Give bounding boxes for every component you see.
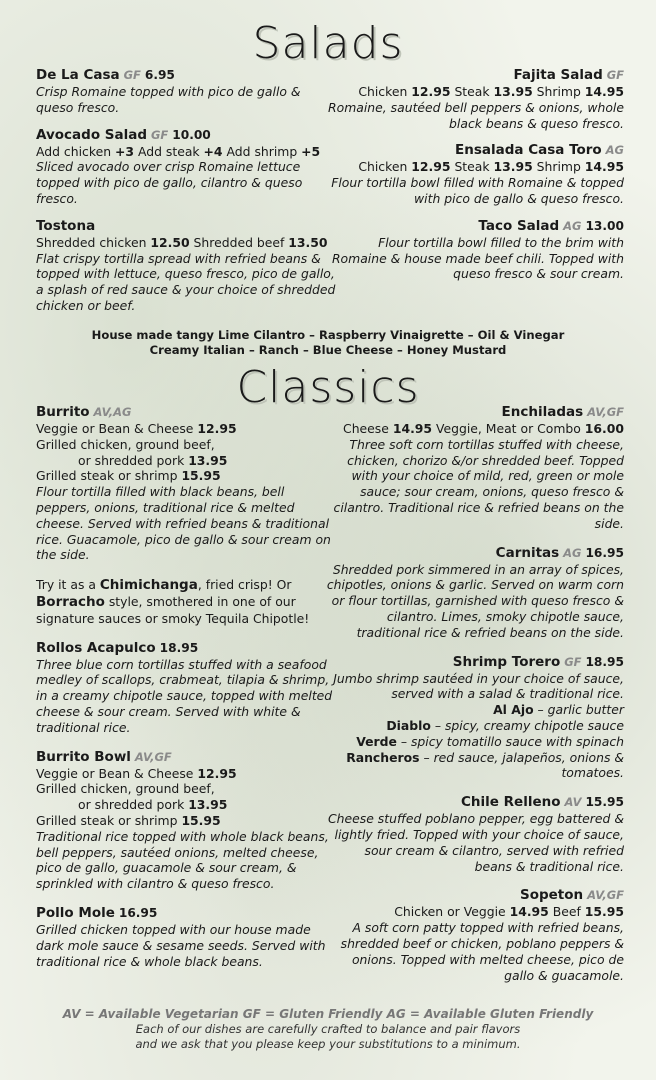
menu-item-avocado-salad: Avocado Salad GF 10.00 Add chicken +3 Add steak +4 Add shrimp +5 Sliced avocado over crisp Romaine lettuce topped with pico de gallo, cilantro & queso fresco.: [36, 126, 336, 207]
options: Chicken 12.95 Steak 13.95 Shrimp 14.95: [358, 84, 624, 99]
menu-item-de-la-casa: De La Casa GF 6.95 Crisp Romaine topped with pico de gallo & queso fresco.: [36, 67, 301, 115]
menu-item-taco-salad: Taco Salad AG 13.00 Flour tortilla bowl filled to the brim with Romaine & house made beef chili. Topped with queso fresco & sour cream.: [331, 217, 624, 282]
classics-title: Classics: [236, 362, 420, 413]
menu-item-chile-relleno: Chile Relleno AV 15.95 Cheese stuffed poblano pepper, egg battered & lightly fried. Topped with your choice of sauce, sour cream & cilantro, served with refried beans & traditional rice.: [328, 794, 624, 874]
menu-item-enchiladas: Enchiladas AV,GF Cheese 14.95 Veggie, Meat or Combo 16.00 Three soft corn tortillas stuffed with cheese, chicken, chorizo &/or shredded beef. Topped with your choice of mild, red, green or mole sauce; sour cream, onions, queso fresco & cilantro. Traditional rice & refried beans on the side.: [333, 404, 624, 531]
dressings: House made tangy Lime Cilantro – Raspberry Vinaigrette – Oil & Vinegar Creamy Italian – Ranch – Blue Cheese – Honey Mustard: [91, 328, 565, 357]
menu-item-sopeton: Sopeton AV,GF Chicken or Veggie 14.95 Beef 15.95 A soft corn patty topped with refried beans, shredded beef or chicken, poblano peppers & onions. Topped with melted cheese, pico de gallo & guacamole.: [340, 887, 624, 983]
classics-left-column: [36, 403, 336, 979]
classics-right-column: [324, 403, 624, 993]
menu-item-burrito-bowl: Burrito Bowl AV,GF Veggie or Bean & Cheese 12.95 Grilled chicken, ground beef, or shredded pork 13.95 Grilled steak or shrimp 15.95 Traditional rice topped with whole black beans, bell peppers, sautéed onions, melted cheese, pico de gallo, guacamole & sour cream, & sprinkled with cilantro & queso fresco.: [36, 748, 329, 892]
salads-right-column: [324, 66, 624, 292]
menu-item-ensalada-casa-toro: Ensalada Casa Toro AG Chicken 12.95 Steak 13.95 Shrimp 14.95 Flour tortilla bowl filled with Romaine & topped with pico de gallo & queso fresco.: [324, 141, 624, 206]
options: Shredded chicken 12.50 Shredded beef 13.50: [36, 234, 328, 250]
options: Chicken 12.95 Steak 13.95 Shrimp 14.95: [358, 159, 624, 175]
footer: AV = Available Vegetarian GF = Gluten Friendly AG = Available Gluten Friendly Each of our dishes are carefully crafted to balance and pair flavors and we ask that you please keep your substitutions to a minimum.: [0, 1007, 656, 1052]
salads-title: Salads: [252, 18, 404, 69]
menu-item-burrito: Burrito AV,AG Veggie or Bean & Cheese 12.95 Grilled chicken, ground beef, or shredded pork 13.95 Grilled steak or shrimp 15.95 Flour tortilla filled with black beans, bell peppers, onions, traditional rice & melted cheese. Served with refried beans & traditional rice. Guacamole, pico de gallo & sour cream on the side.: [36, 404, 331, 563]
menu-item-pollo-mole: Pollo Mole 16.95 Grilled chicken topped with our house made dark mole sauce & sesame seeds. Served with traditional rice & whole black beans.: [36, 904, 326, 969]
salads-left-column: [36, 66, 336, 324]
addons: Add chicken +3 Add steak +4 Add shrimp +5: [36, 143, 321, 159]
chimichanga-note: Try it as a Chimichanga, fried crisp! Or Borracho style, smothered in one of our signature sauces or smoky Tequila Chipotle!: [36, 577, 310, 626]
menu-item-carnitas: Carnitas AG 16.95 Shredded pork simmered in an array of spices, chipotles, onions & garlic. Served on warm corn or flour tortillas, garnished with queso fresco & cilantro. Limes, smoky chipotle sauce, traditional rice & refried beans on the side.: [326, 544, 624, 640]
menu-item-rollos-acapulco: Rollos Acapulco 18.95 Three blue corn tortillas stuffed with a seafood medley of scallops, crabmeat, tilapia & shrimp, in a creamy chipotle sauce, topped with melted cheese & sour cream. Served with white & traditional rice.: [36, 639, 333, 735]
menu-item-tostona: Tostona Shredded chicken 12.50 Shredded beef 13.50 Flat crispy tortilla spread with refried beans & topped with lettuce, queso fresco, pico de gallo, a splash of red sauce & your choice of shredded chicken or beef.: [36, 217, 336, 313]
menu-item-fajita-salad: Fajita Salad GF Chicken 12.95 Steak 13.95 Shrimp 14.95 Romaine, sautéed bell peppers & onions, whole black beans & queso fresco.: [324, 66, 624, 131]
legend: AV = Available Vegetarian GF = Gluten Friendly AG = Available Gluten Friendly: [62, 1007, 594, 1021]
menu-item-shrimp-torero: Shrimp Torero GF 18.95 Jumbo shrimp sautéed in your choice of sauce, served with a salad & traditional rice. Al Ajo – garlic butter Diablo – spicy, creamy chipotle sauce Verde – spicy tomatillo sauce with spinach Rancheros – red sauce, jalapeños, onions & tomatoes.: [333, 653, 624, 781]
